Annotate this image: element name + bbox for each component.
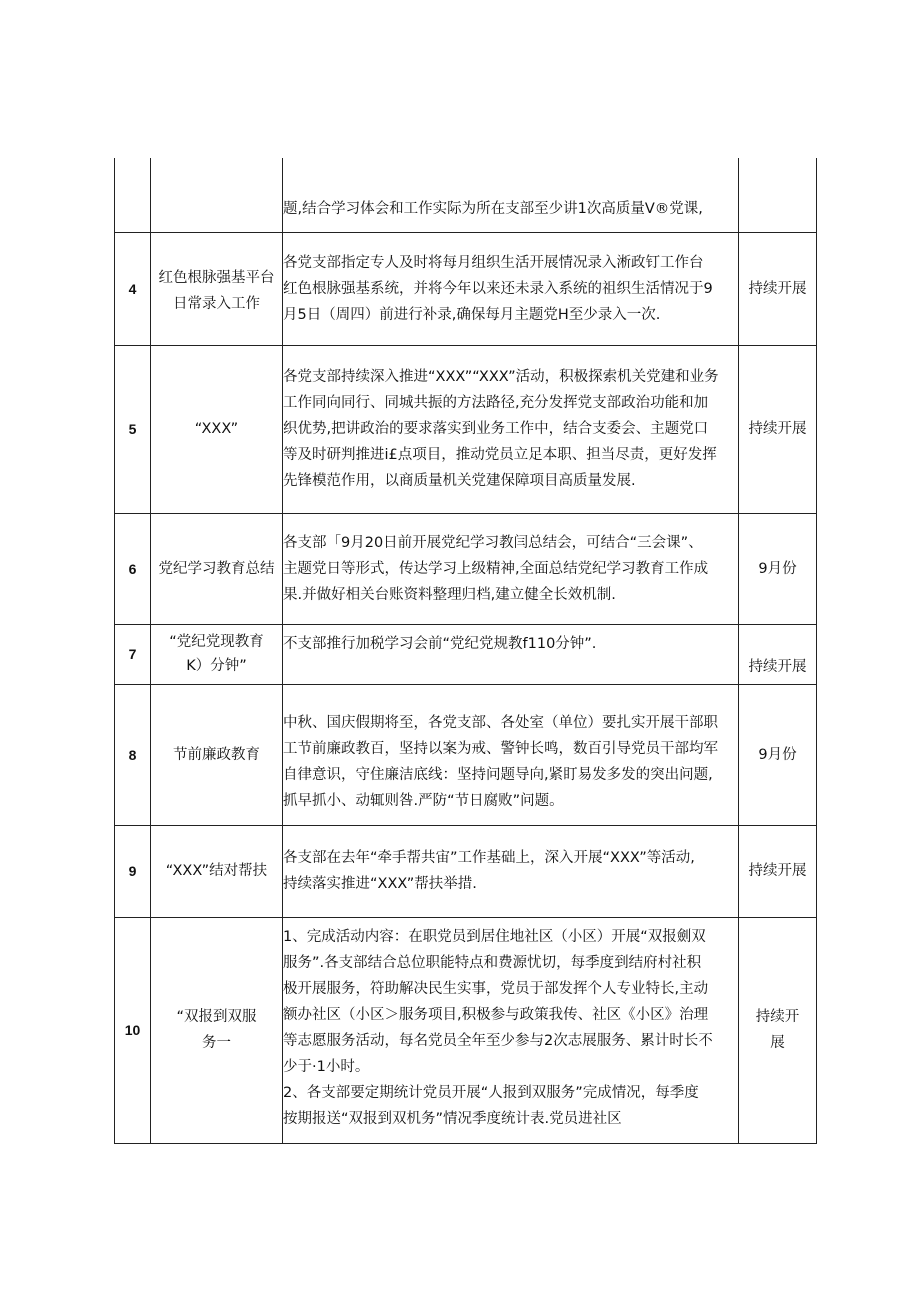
task-time [739,684,817,825]
task-content [283,232,739,345]
task-name [151,158,283,232]
task-content [283,624,739,684]
content-line: 主题党日等形式，传达学习上级精神,全面总结党纪学习教育工作成 [283,560,709,577]
time-line: 持续开展 [748,421,807,437]
name-line: “党纪党现教育 [169,634,264,650]
content-line: 2、各支部要定期统计党员开展“人报到双服务”完成情况，每季度 [283,1084,699,1101]
row-number [115,158,151,232]
task-time [739,513,817,624]
table-row [115,158,817,232]
task-name [151,513,283,624]
task-content [283,684,739,825]
time-line: 展 [770,1035,785,1051]
content-line: 各支部在去年“牵手帮共宙”工作基础上，深入开展“XXX”等活动, [283,850,695,866]
table-row [115,624,817,684]
name-line: 红色根脉强基平台 [158,269,275,286]
name-line: “XXX”结对帮扶 [165,863,268,879]
content-line: 等及时研判推进i£点项目，推动党员立足本职、担当尽责，更好发挥 [283,447,717,463]
time-line: 持续开展 [748,280,807,297]
time-line: 持续开展 [748,658,807,675]
task-time [739,345,817,513]
content-line: 服务”.各支部结合总位职能特点和费源忧切，每季度到结府村社积 [283,954,702,971]
content-line: 额办社区（小区＞服务项目,积极参与政策我传、社区《小区》治理 [283,1006,709,1023]
task-name [151,624,283,684]
content-line: 极开展服务，符助解决民生实事，党员于部发挥个人专业特长,主动 [283,980,709,997]
name-line: K）分钟” [186,658,247,674]
task-name [151,345,283,513]
content-line: 各支部「9月20日前开展党纪学习教闫总结会，可结合“三会课”、 [283,534,703,551]
task-time [739,232,817,345]
time-line: 持续开 [755,1009,800,1025]
table-row [115,917,817,1143]
task-time [739,825,817,917]
content-line: 抓早抓小、动辄则咎.严防“节日腐败”问题。 [283,792,564,809]
task-content [283,825,739,917]
table-row [115,345,817,513]
row-number: 10 [115,917,151,1143]
content-line: 1、完成活动内容：在职党员到居住地社区（小区）开展“双报劍双 [283,928,706,945]
name-line: “双报到双服 [176,1009,257,1025]
name-line: 党纪学习教育总结 [158,560,275,577]
content-line: 等志愿服务活动，每名党员全年至少参与2次志展服务、累计时长不 [283,1032,713,1049]
content-line: 各党支部指定专人及时将每月组织生活开展情况录入淅政钉工作台 [283,254,704,271]
content-line: 中秋、国庆假期将至，各党支部、各处室（单位）要扎实开展干部职 [283,714,718,731]
name-line: 日常录入工作 [173,295,260,312]
content-line: 工作同向同行、同城共振的方法路径,充分发挥党支部政治功能和加 [283,395,709,411]
task-content [283,917,739,1143]
content-line: 不支部推行加税学习会前“党纪党规教f110分钟”. [283,635,597,652]
table-row [115,513,817,624]
content-line: 各党支部持续深入推进“XXX”“XXX”活动，积极探索机关党建和业务 [283,369,719,385]
task-time [739,624,817,684]
name-line: 务一 [202,1035,231,1051]
content-line: 果.并做好相关台账资料整理归档,建立健全长效机制. [283,586,616,603]
task-time [739,917,817,1143]
content-line: 月5日（周四）前进行补录,确保每月主题党H至少录入一次. [283,306,661,323]
content-line: 先锋模范作用，以商质量机关党建保障项目高质量发展. [283,473,636,489]
content-line: 织优势,把讲政治的要求落实到业务工作中，结合支委会、主题党口 [283,421,709,437]
task-content [283,513,739,624]
content-line: 自律意识，守住廉洁底线：坚持问题导向,紧盯易发多发的突出问题, [283,766,713,783]
time-line: 9月份 [758,746,797,763]
task-time [739,158,817,232]
row-number: 5 [115,345,151,513]
row-number: 9 [115,825,151,917]
content-line: 题,结合学习体会和工作实际为所在支部至少讲1次高质量V®党课, [283,200,703,217]
content-line: 红色根脉强基系统，并将今年以来还未录入系统的祖织生活情况于9 [283,280,713,297]
content-line: 按期报送“双报到双机务”情况季度统计表.党员进社区 [283,1110,622,1127]
time-line: 9月份 [758,560,797,577]
content-line: 持续落实推进“XXX”帮扶举措. [283,876,477,892]
table-row [115,825,817,917]
work-plan-table [114,158,817,1144]
content-line: 工节前廉政教百，坚持以案为戒、警钟长鸣，数百引导党员干部均军 [283,740,718,757]
row-number: 7 [115,624,151,684]
time-line: 持续开展 [748,863,807,879]
task-name [151,232,283,345]
task-name [151,917,283,1143]
task-name [151,684,283,825]
task-content [283,158,739,232]
task-name [151,825,283,917]
row-number: 6 [115,513,151,624]
row-number: 8 [115,684,151,825]
table-row [115,684,817,825]
content-line: 少于·1小时。 [283,1058,370,1075]
name-line: 节前廉政教育 [173,746,260,763]
name-line: “XXX” [194,421,239,437]
task-content [283,345,739,513]
row-number: 4 [115,232,151,345]
table-row [115,232,817,345]
